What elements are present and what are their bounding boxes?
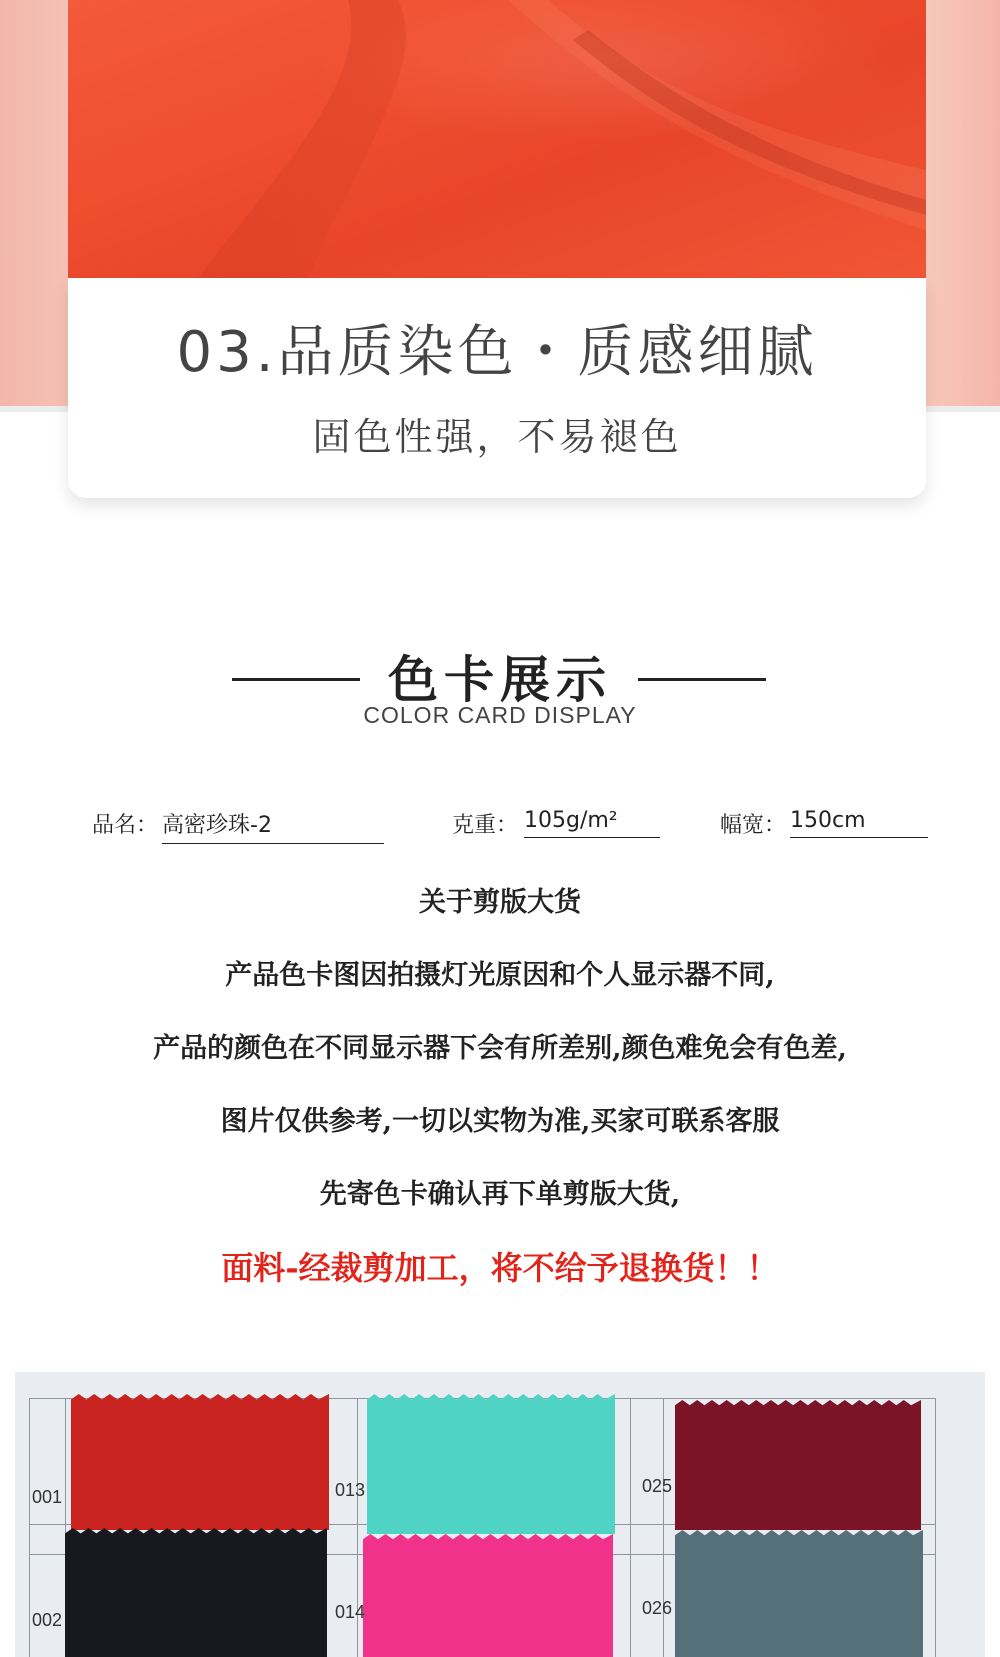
section-subtitle: COLOR CARD DISPLAY <box>363 702 637 728</box>
swatch-code-002: 002 <box>32 1610 63 1630</box>
swatch-013 <box>367 1394 615 1534</box>
notice-line: 图片仅供参考,一切以实物为准,买家可联系客服 <box>220 1106 780 1137</box>
notice-line: 产品的颜色在不同显示器下会有所差别,颜色难免会有色差, <box>153 1033 847 1064</box>
spec-name-value: 高密珍珠-2 <box>162 808 384 844</box>
swatch-code-001: 001 <box>32 1487 63 1507</box>
notice-warning: 面料-经裁剪加工，将不给予退换货！！ <box>221 1249 779 1287</box>
feature-subtitle: 固色性强，不易褪色 <box>312 415 682 459</box>
fabric-photo <box>68 0 926 278</box>
spec-product-name <box>92 808 392 844</box>
section-heading <box>0 640 1000 740</box>
spec-width-label: 幅宽： <box>720 813 787 838</box>
spec-weight <box>452 808 672 844</box>
color-swatch-board <box>15 1372 985 1657</box>
notice-line: 先寄色卡确认再下单剪版大货, <box>319 1179 681 1210</box>
swatch-code-026: 026 <box>642 1598 673 1618</box>
swatch-code-025: 025 <box>642 1476 673 1496</box>
swatch-026 <box>675 1530 923 1657</box>
fabric-fold-shading <box>68 0 926 278</box>
heading-divider-right <box>638 678 766 681</box>
spec-width-value: 150cm <box>790 808 928 838</box>
feature-card <box>68 278 926 498</box>
swatch-002 <box>65 1528 327 1657</box>
notice-line: 产品色卡图因拍摄灯光原因和个人显示器不同, <box>225 960 775 991</box>
swatch-025 <box>675 1400 921 1530</box>
swatch-014 <box>363 1534 613 1657</box>
swatch-code-013: 013 <box>335 1480 366 1500</box>
spec-name-label: 品名： <box>92 813 159 838</box>
notice-heading: 关于剪版大货 <box>419 887 581 918</box>
spec-weight-label: 克重： <box>452 813 519 838</box>
spec-width <box>720 808 930 844</box>
spec-weight-value: 105g/m² <box>524 808 660 838</box>
section-title: 色卡展示 <box>388 651 612 709</box>
swatch-code-014: 014 <box>335 1602 366 1622</box>
feature-title: 03.品质染色・质感细腻 <box>176 320 818 385</box>
swatch-001 <box>71 1394 329 1530</box>
